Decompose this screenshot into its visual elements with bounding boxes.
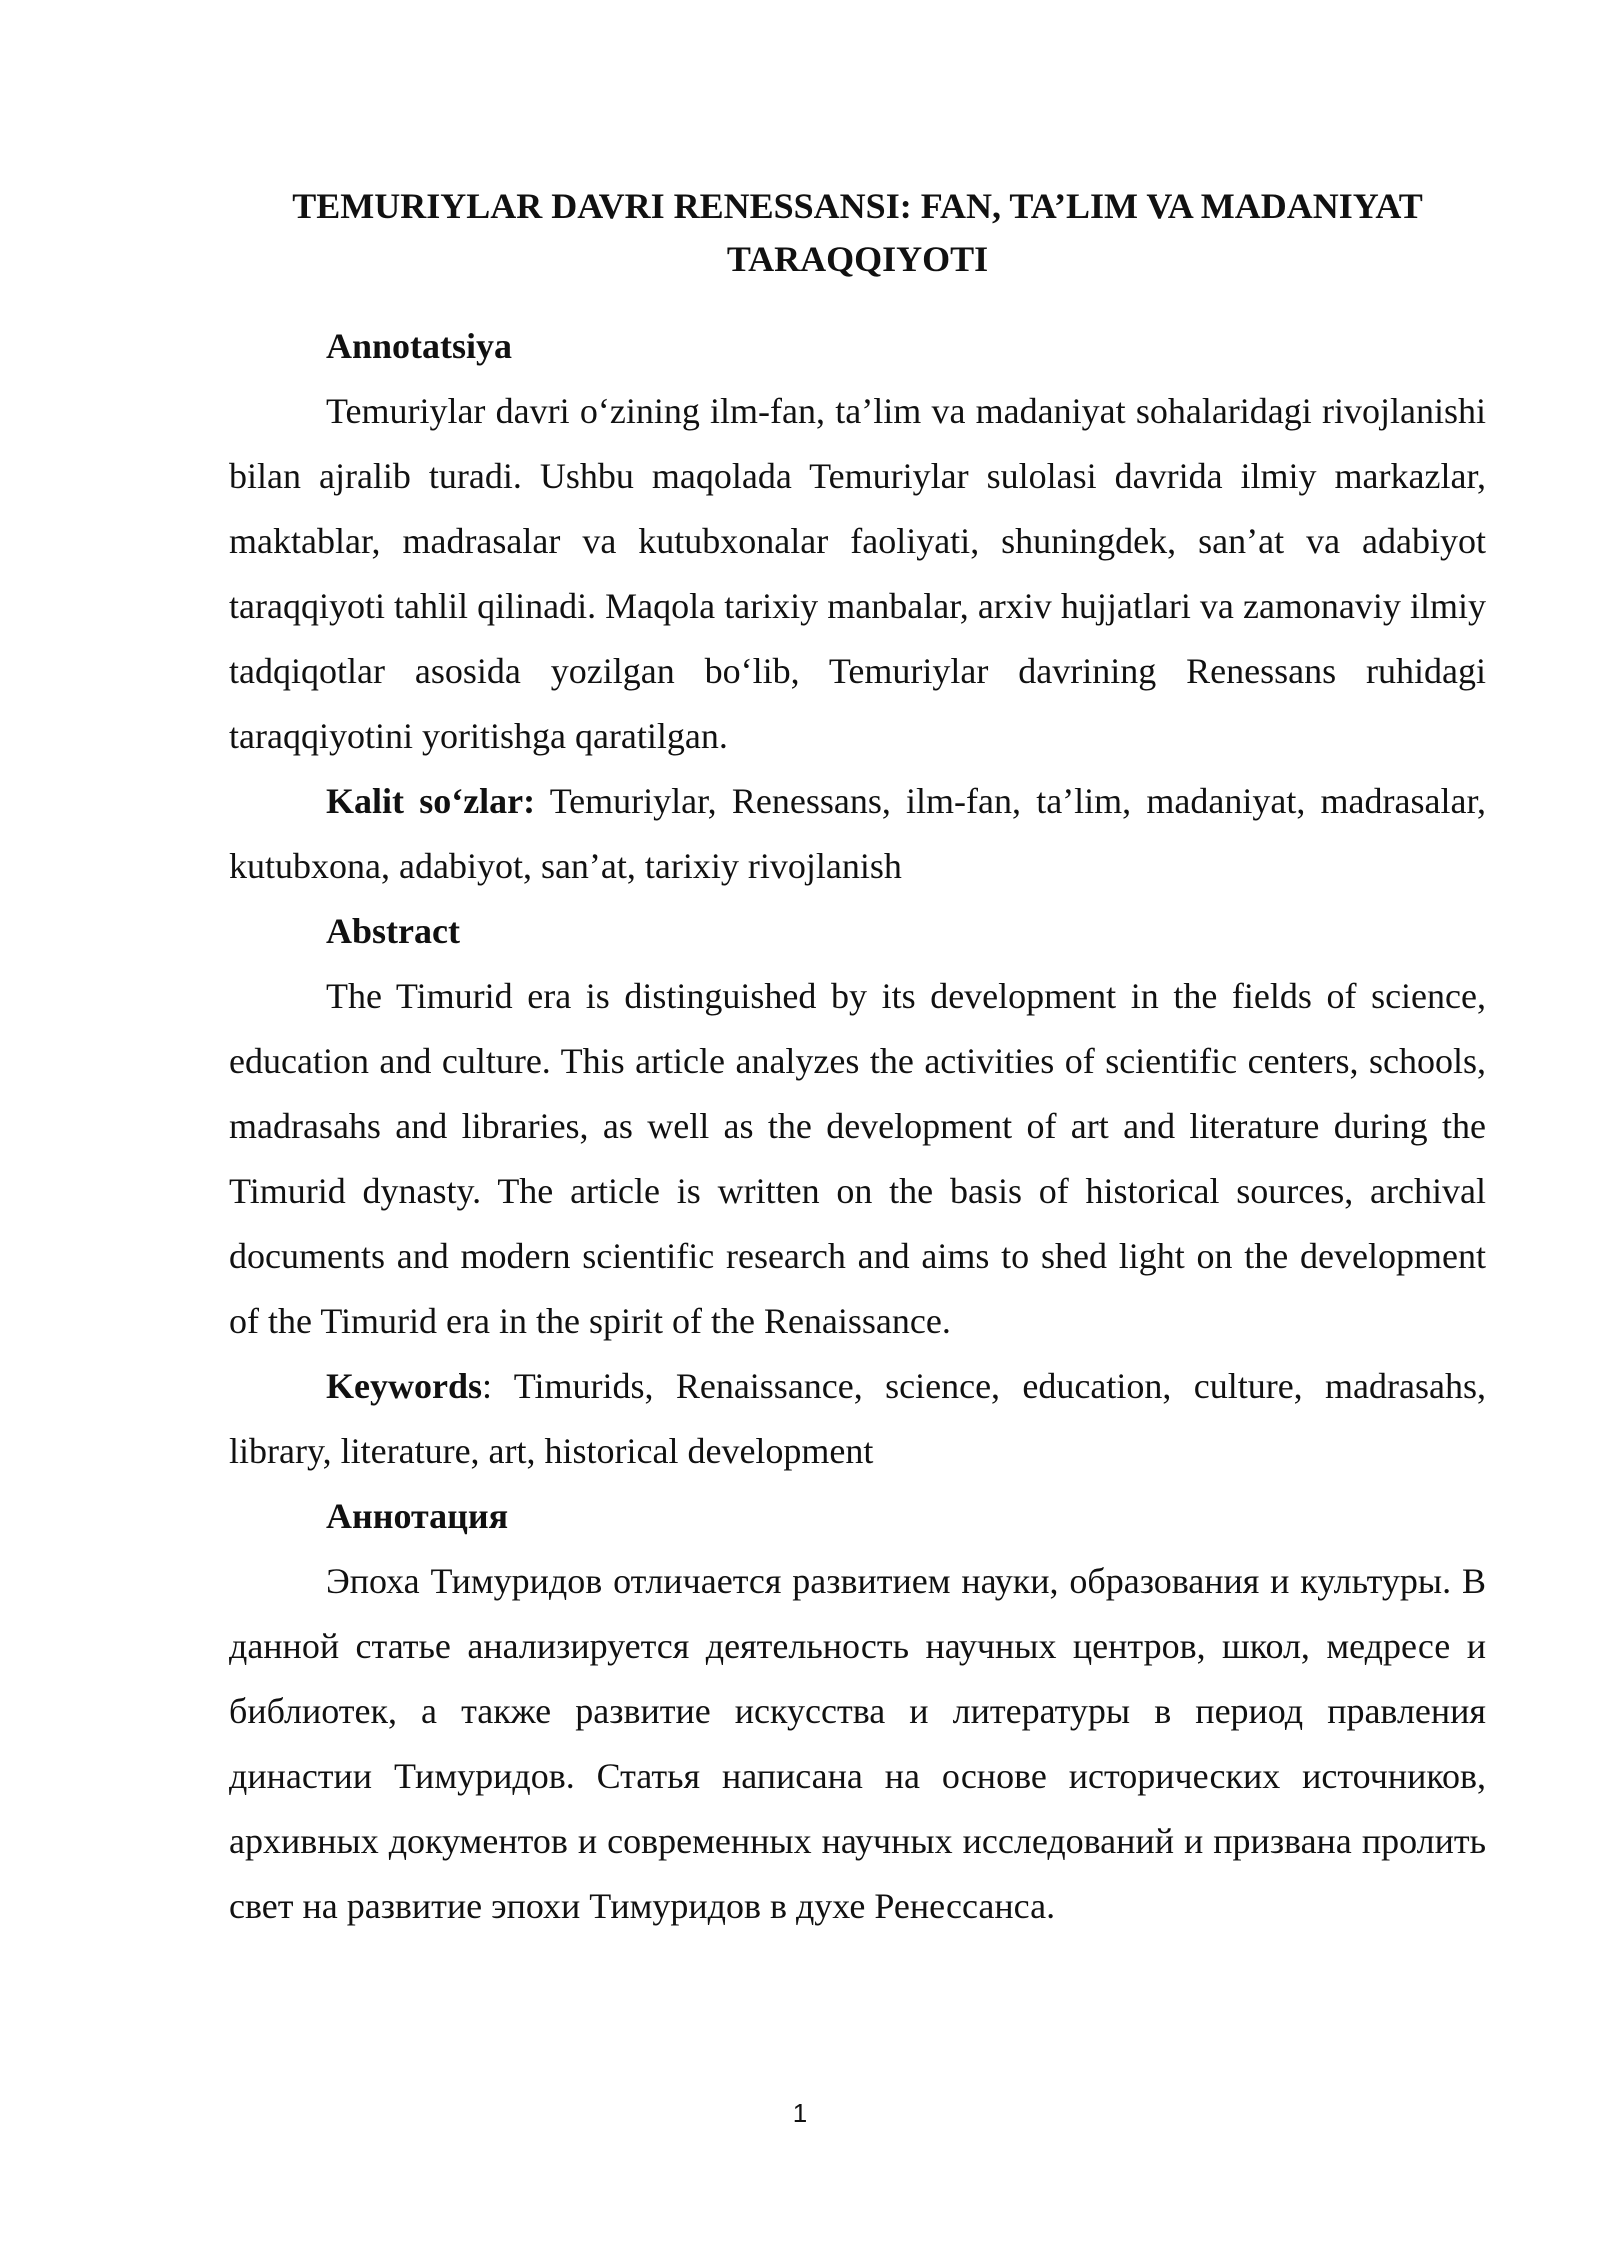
uzbek-annotation-section xyxy=(229,314,1486,899)
page-content xyxy=(229,180,1486,1939)
english-abstract-section xyxy=(229,899,1486,1484)
russian-annotation-text: Эпоха Тимуридов отличается развитием науки, образования и культуры. В данной статье анализируется деятельность научных центров, школ, медресе и библиотек, а также развитие искусства и литературы в период правления династии Тимуридов. Статья написана на основе исторических источников, архивных документов и современных научных исследований и призвана пролить свет на развитие эпохи Тимуридов в духе Ренессанса. xyxy=(229,1561,1486,1926)
uzbek-keywords xyxy=(229,769,1486,899)
page-number: 1 xyxy=(792,2098,808,2128)
english-keywords xyxy=(229,1354,1486,1484)
uzbek-annotation-text: Temuriylar davri o‘zining ilm-fan, ta’lim va madaniyat sohalaridagi rivojlanishi bilan ajralib turadi. Ushbu maqolada Temuriylar sulolasi davrida ilmiy markazlar, maktablar, madrasalar va kutubxonalar faoliyati, shuningdek, san’at va adabiyot taraqqiyoti tahlil qilinadi. Maqola tarixiy manbalar, arxiv hujjatlari va zamonaviy ilmiy tadqiqotlar asosida yozilgan bo‘lib, Temuriylar davrining Renessans ruhidagi taraqqiyotini yoritishga qaratilgan. xyxy=(229,391,1486,756)
uzbek-keywords-label: Kalit so‘zlar: xyxy=(326,781,536,821)
english-keywords-list: : Timurids, Renaissance, science, education, culture, madrasahs, library, literature, art, historical development xyxy=(229,1366,1486,1471)
english-abstract-heading: Abstract xyxy=(326,911,460,951)
english-abstract-text: The Timurid era is distinguished by its development in the fields of science, education and culture. This article analyzes the activities of scientific centers, schools, madrasahs and libraries, as well as the development of art and literature during the Timurid dynasty. The article is written on the basis of historical sources, archival documents and modern scientific research and aims to shed light on the development of the Timurid era in the spirit of the Renaissance. xyxy=(229,976,1486,1341)
english-keywords-label: Keywords xyxy=(326,1366,482,1406)
russian-annotation-heading: Аннотация xyxy=(326,1496,509,1536)
uzbek-annotation-heading: Annotatsiya xyxy=(326,326,513,366)
russian-annotation-section xyxy=(229,1484,1486,1939)
uzbek-keywords-list: Temuriylar, Renessans, ilm-fan, ta’lim, madaniyat, madrasalar, kutubxona, adabiyot, san’at, tarixiy rivojlanish xyxy=(229,781,1486,886)
paper-title: TEMURIYLAR DAVRI RENESSANSI: FAN, TA’LIM VA MADANIYAT TARAQQIYOTI xyxy=(292,186,1423,279)
